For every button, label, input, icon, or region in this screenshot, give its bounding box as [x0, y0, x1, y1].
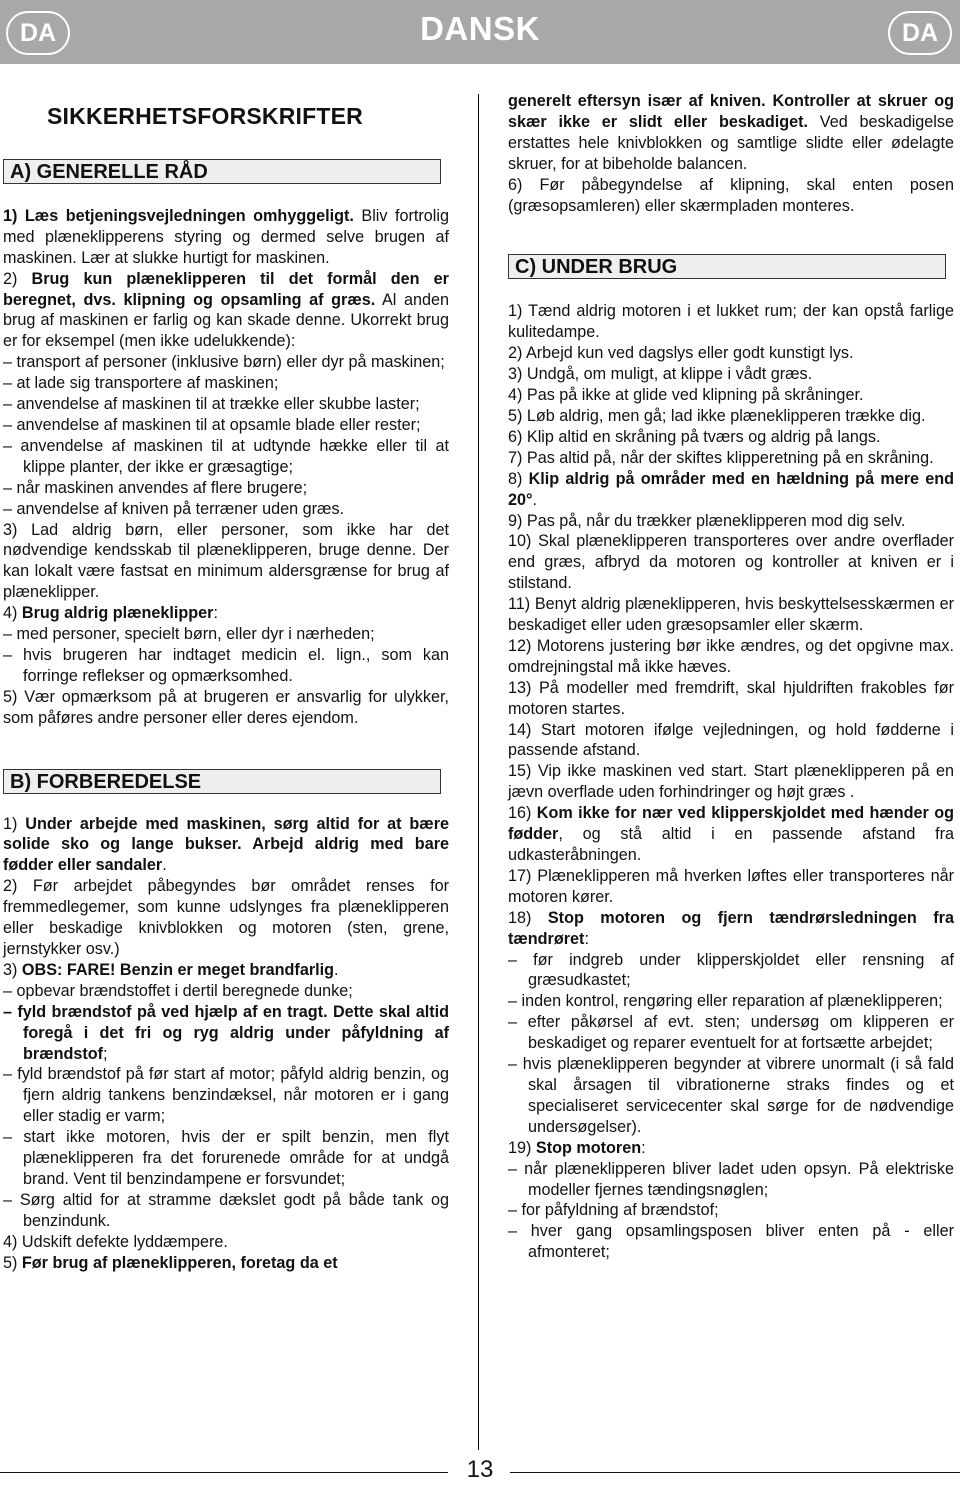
list-item: – hvis brugeren har indtaget medicin el. lign., som kan forringe reflekser og opmærksomhed.: [3, 645, 449, 685]
paragraph-b2: 2) Før arbejdet påbegyndes bør området renses for fremmedlegemer, som kunne udslynges fra plæneklipperen eller beskadige knivblokken og motoren (sten, grene, jernstykker osv.): [3, 877, 449, 958]
paragraph-a1: 1) Læs betjeningsvejledningen omhyggeligt. Bliv fortrolig med plæneklipperens styring og dermed selve brugen af maskinen. Lær at slukke hurtigt for maskinen.: [3, 206, 449, 267]
list-item: – anvendelse af maskinen til at udtynde hække eller til at klippe planter, der ikke er græsagtige;: [3, 436, 449, 476]
paragraph-b5: 5) Før brug af plæneklipperen, foretag da et: [3, 1253, 338, 1272]
paragraph-c17: 17) Plæneklipperen må hverken løftes eller transporteres når motoren kører.: [508, 866, 954, 906]
paragraph-a4: 4) Brug aldrig plæneklipper:: [3, 604, 218, 623]
left-column: [3, 92, 449, 1274]
list-item: – transport af personer (inklusive børn) eller dyr på maskinen;: [3, 353, 445, 372]
language-badge-left: DA: [6, 11, 70, 55]
paragraph-c10: 10) Skal plæneklipperen transporteres over andre overflader end græs, afbryd da motoren og kontroller at kniven er i stilstand.: [508, 532, 954, 593]
list-item: – før indgreb under klipperskjoldet eller rensning af græsudkastet;: [508, 950, 954, 990]
paragraph-c19: 19) Stop motoren:: [508, 1138, 646, 1157]
list-item: – fyld brændstof på ved hjælp af en tragt. Dette skal altid foregå i det fri og ryg aldrig under påfyldning af brændstof;: [3, 1002, 449, 1063]
list-item: – opbevar brændstoffet i dertil beregnede dunke;: [3, 981, 353, 1000]
paragraph-b4: 4) Udskift defekte lyddæmpere.: [3, 1232, 228, 1251]
paragraph-c14: 14) Start motoren ifølge vejledningen, og hold fødderne i passende afstand.: [508, 720, 954, 760]
footer-rule-right: [510, 1472, 960, 1473]
paragraph-c12: 12) Motorens justering bør ikke ændres, og det opgivne max. omdrejningstal må ikke hæves.: [508, 636, 954, 676]
column-divider: [478, 94, 479, 1450]
paragraph-b5-cont: generelt eftersyn især af kniven. Kontroller at skruer og skær ikke er slidt eller beskadiget. Ved beskadigelse erstattes hele knivblokken og samtlige slidte eller ødelagte skruer, for at bibeholde balancen.: [508, 92, 954, 173]
paragraph-c9: 9) Pas på, når du trækker plæneklipperen mod dig selv.: [508, 511, 906, 530]
main-title: SIKKERHETSFORSKRIFTER: [47, 103, 363, 129]
paragraph-c7: 7) Pas altid på, når der skiftes klipperetning på en skråning.: [508, 448, 934, 467]
paragraph-b1: 1) Under arbejde med maskinen, sørg altid for at bære solide sko og lange bukser. Arbejd aldrig med bare fødder eller sandaler.: [3, 814, 449, 875]
paragraph-b3: 3) OBS: FARE! Benzin er meget brandfarlig.: [3, 960, 339, 979]
list-item: – hver gang opsamlingsposen bliver enten på - eller afmonteret;: [508, 1222, 954, 1262]
list-item: – fyld brændstof på før start af motor; påfyld aldrig benzin, og fjern aldrig tankens benzindæksel, når motoren er i gang eller stadig er varm;: [3, 1065, 449, 1126]
paragraph-c3: 3) Undgå, om muligt, at klippe i vådt græs.: [508, 365, 813, 384]
page-header: [0, 0, 960, 64]
section-heading-a: A) GENERELLE RÅD: [3, 159, 441, 184]
paragraph-c18: 18) Stop motoren og fjern tændrørsledningen fra tændrøret:: [508, 908, 954, 948]
list-item: – inden kontrol, rengøring eller reparation af plæneklipperen;: [508, 992, 943, 1011]
paragraph-c5: 5) Løb aldrig, men gå; lad ikke plæneklipperen trække dig.: [508, 406, 926, 425]
right-column: [508, 91, 954, 1263]
section-heading-c: C) UNDER BRUG: [508, 254, 946, 279]
header-title: DANSK: [420, 10, 540, 47]
list-item: – når plæneklipperen bliver ladet uden opsyn. På elektriske modeller fjernes tændingsnøglen;: [508, 1159, 954, 1199]
paragraph-c15: 15) Vip ikke maskinen ved start. Start plæneklipperen på en jævn overflade uden forhindringer og højt græs .: [508, 762, 954, 802]
list-item: – når maskinen anvendes af flere brugere;: [3, 478, 308, 497]
list-item: – for påfyldning af brændstof;: [508, 1201, 719, 1220]
language-badge-right: DA: [888, 11, 952, 55]
paragraph-c6: 6) Klip altid en skråning på tværs og aldrig på langs.: [508, 427, 881, 446]
paragraph-c4: 4) Pas på ikke at glide ved klipning på skråninger.: [508, 386, 864, 405]
paragraph-c1: 1) Tænd aldrig motoren i et lukket rum; der kan opstå farlige kulitedampe.: [508, 302, 954, 342]
paragraph-c13: 13) På modeller med fremdrift, skal hjuldriften frakobles før motoren startes.: [508, 678, 954, 718]
paragraph-c16: 16) Kom ikke for nær ved klipperskjoldet med hænder og fødder, og stå altid i en passende afstand fra udkasteråbningen.: [508, 804, 954, 864]
paragraph-a3: 3) Lad aldrig børn, eller personer, som ikke har det nødvendige kendsskab til plæneklipperen, bruge denne. Der kan lokalt være fastsat en minimum aldersgrænse for brug af plæneklipper.: [3, 520, 449, 602]
footer-rule-left: [0, 1472, 448, 1473]
list-item: – at lade sig transportere af maskinen;: [3, 374, 279, 393]
paragraph-c8: 8) Klip aldrig på områder med en hældning på mere end 20°.: [508, 469, 954, 509]
list-item: – hvis plæneklipperen begynder at vibrere unormalt (i så fald skal årsagen til vibrationerne straks findes og et specialiseret servicecenter skal sørge for de nødvendige undersøgelser).: [508, 1055, 954, 1136]
paragraph-b6: 6) Før påbegyndelse af klipning, skal enten posen (græsopsamleren) eller skærmpladen monteres.: [508, 175, 954, 215]
paragraph-a5: 5) Vær opmærksom på at brugeren er ansvarlig for ulykker, som påføres andre personer eller deres ejendom.: [3, 687, 449, 727]
list-item: – med personer, specielt børn, eller dyr i nærheden;: [3, 625, 375, 644]
list-item: – Sørg altid for at stramme dækslet godt på både tank og benzindunk.: [3, 1190, 449, 1230]
list-item: – anvendelse af kniven på terræner uden græs.: [3, 499, 345, 518]
list-item: – anvendelse af maskinen til at trække eller skubbe laster;: [3, 395, 420, 414]
section-heading-b: B) FORBEREDELSE: [3, 769, 441, 794]
paragraph-c11: 11) Benyt aldrig plæneklipperen, hvis beskyttelsesskærmen er beskadiget eller uden græsopsamler eller skærm.: [508, 595, 954, 635]
list-item: – start ikke motoren, hvis der er spilt benzin, men flyt plæneklipperen fra det forurenede område for at undgå brand. Vent til benzindampene er forsvundet;: [3, 1128, 449, 1188]
list-item: – anvendelse af maskinen til at opsamle blade eller rester;: [3, 415, 421, 434]
list-item: – efter påkørsel af evt. sten; undersøg om klipperen er beskadiget og reparer eventuelt for at fortsætte arbejdet;: [508, 1013, 954, 1053]
paragraph-a2: 2) Brug kun plæneklipperen til det formål den er beregnet, dvs. klipning og opsamling af græs. Al anden brug af maskinen er farlig og kan skade denne. Ukorrekt brug er for eksempel (men ikke udelukkende):: [3, 269, 449, 351]
paragraph-c2: 2) Arbejd kun ved dagslys eller godt kunstigt lys.: [508, 344, 854, 363]
page-number: 13: [466, 1456, 494, 1483]
